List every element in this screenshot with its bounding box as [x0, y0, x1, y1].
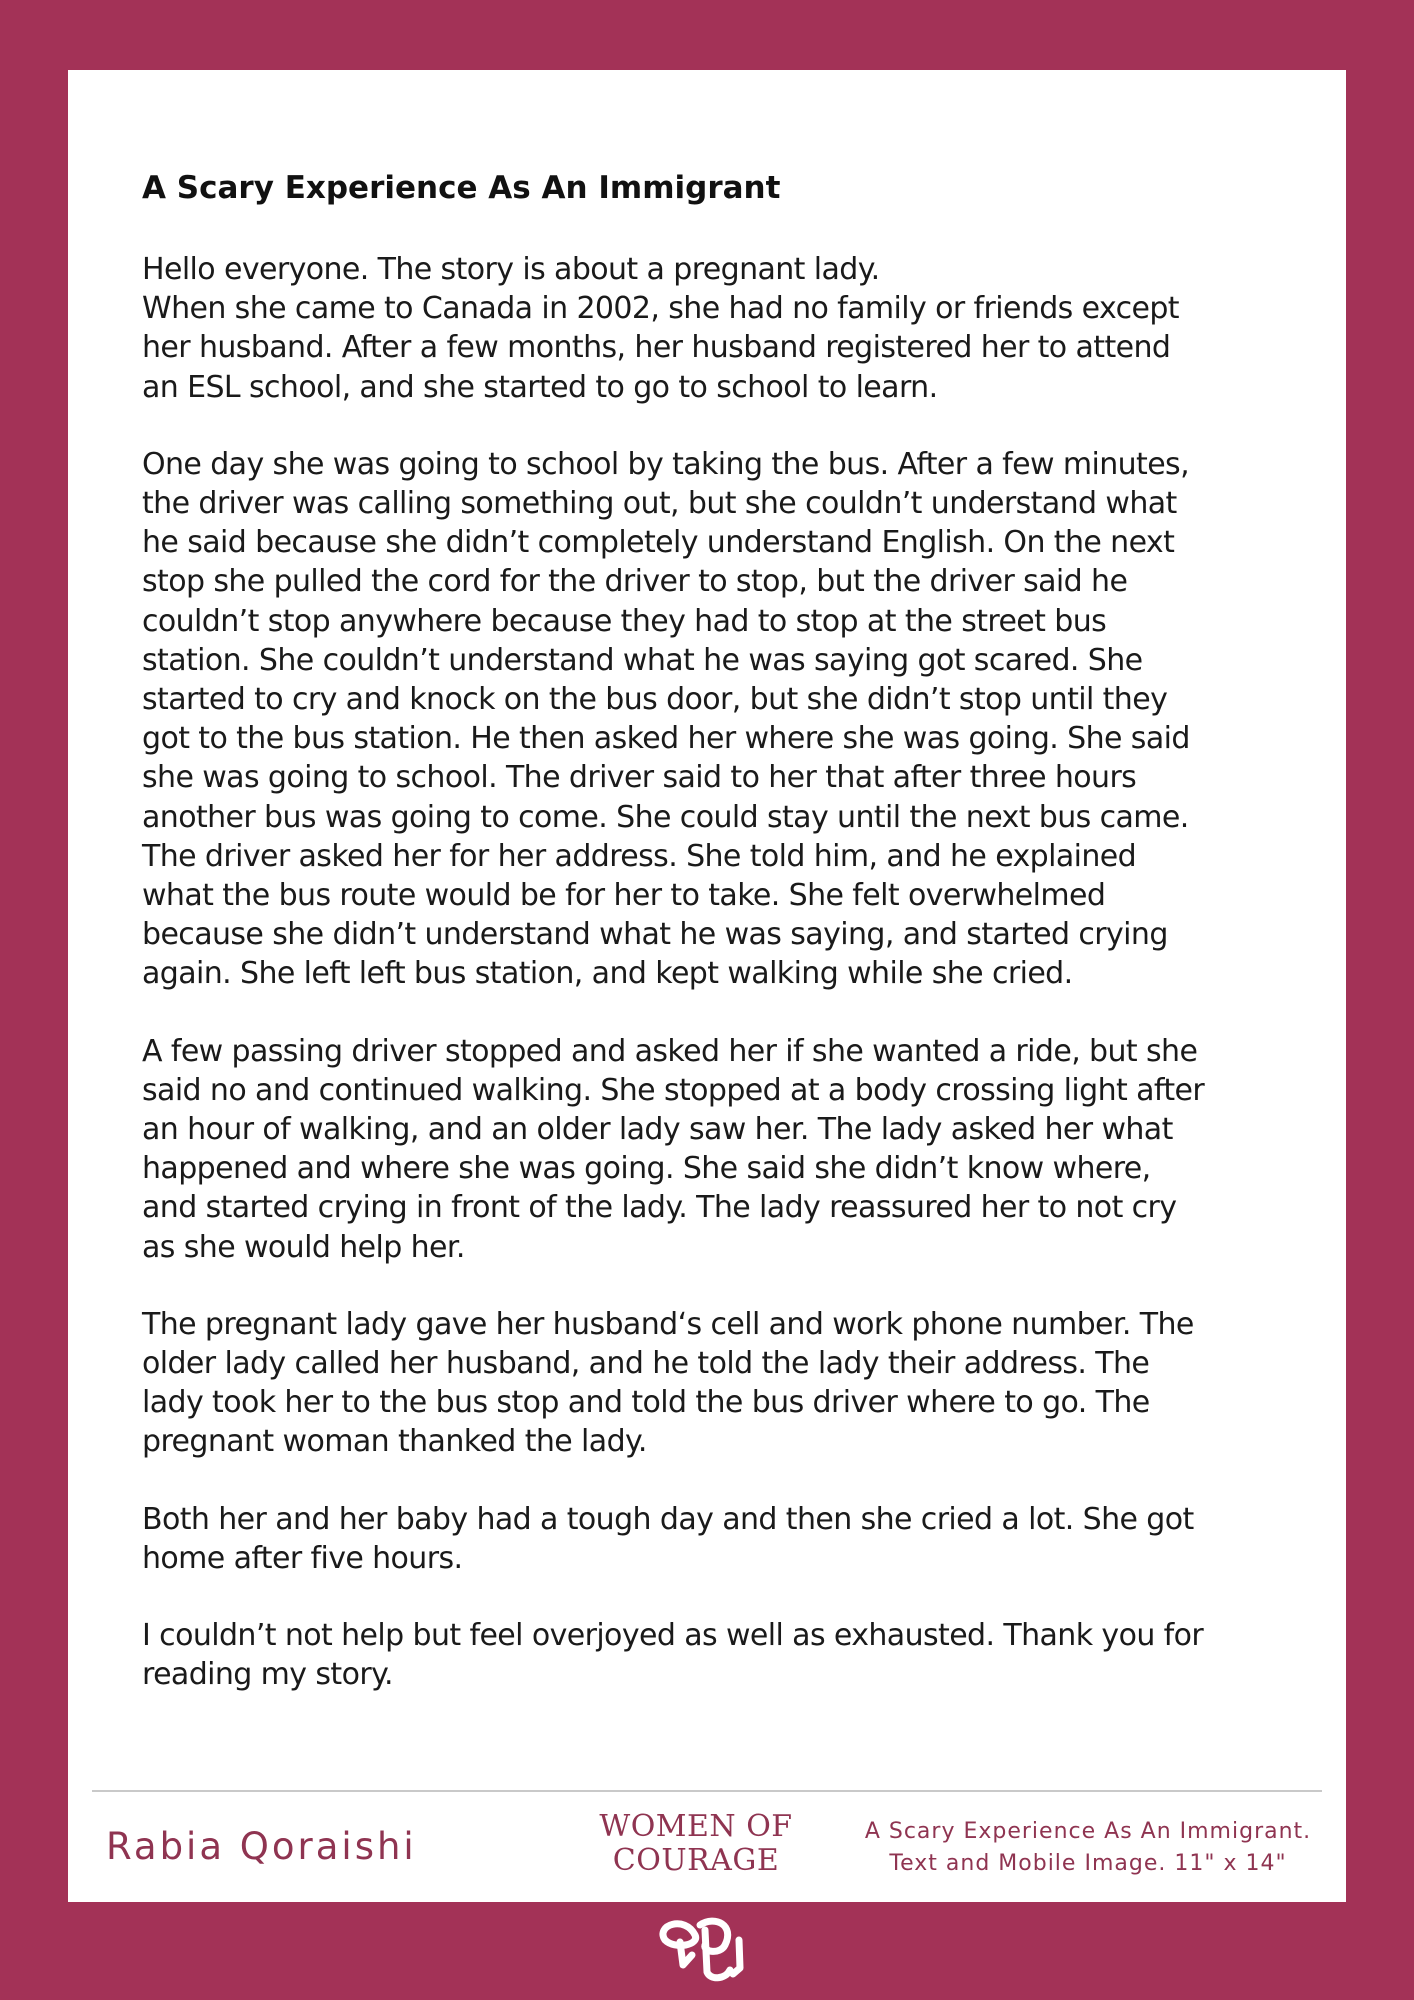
document-page: [68, 70, 1346, 1902]
story-paragraph-3: A few passing driver stopped and asked her if she wanted a ride, but she said no and continued walking. She stopped at a body crossing light after an hour of walking, and an older lady saw her. The lady asked her what happened and where she was going. She said she didn’t know where, and started crying in front of the lady. The lady reassured her to not cry as she would help her.: [142, 1033, 1205, 1265]
brand-line-2: COURAGE: [612, 1843, 780, 1878]
signature-logo-icon: [645, 1910, 765, 1990]
story-paragraph-6: I couldn’t not help but feel overjoyed as well as exhausted. Thank you for reading my story.: [142, 1618, 1204, 1693]
author-name: Rabia Qoraishi: [106, 1825, 417, 1868]
brand-line-1: WOMEN OF: [599, 1809, 793, 1844]
story-paragraph-4: The pregnant lady gave her husband‘s cell and work phone number. The older lady called her husband, and he told the lady their address. The lady took her to the bus stop and told the bus driver where to go. The pregnant woman thanked the lady.: [142, 1306, 1194, 1460]
caption-line-2: Text and Mobile Image. 11" x 14": [889, 1851, 1287, 1876]
story-content: [142, 168, 1322, 1733]
story-paragraph-5: Both her and her baby had a tough day and then she cried a lot. She got home after five hours.: [142, 1501, 1194, 1576]
story-paragraph-1: Hello everyone. The story is about a pregnant lady. When she came to Canada in 2002, she had no family or friends except her husband. After a few months, her husband registered her to attend an ESL school, and she started to go to school to learn.: [142, 252, 1179, 405]
caption-line-1: A Scary Experience As An Immigrant.: [864, 1819, 1312, 1844]
story-paragraph-2: One day she was going to school by taking the bus. After a few minutes, the driver was calling something out, but she couldn’t understand what he said because she didn’t completely understand English. On the next stop she pulled the cord for the driver to stop, but the driver said he couldn’t stop anywhere because they had to stop at the street bus station. She couldn’t understand what he was saying got scared. She started to cry and knock on the bus door, but she didn’t stop until they got to the bus station. He then asked her where she was going. She said she was going to school. The driver said to her that after three hours another bus was going to come. She could stay until the next bus came. The driver asked her for her address. She told him, and he explained what the bus route would be for her to take. She felt overwhelmed because she didn’t understand what he was saying, and started crying again. She left left bus station, and kept walking while she cried.: [142, 446, 1190, 992]
footer-divider: [92, 1790, 1322, 1792]
story-title: A Scary Experience As An Immigrant: [142, 170, 781, 206]
artwork-caption: [858, 1816, 1318, 1880]
brand-logo-text: [596, 1810, 796, 1878]
